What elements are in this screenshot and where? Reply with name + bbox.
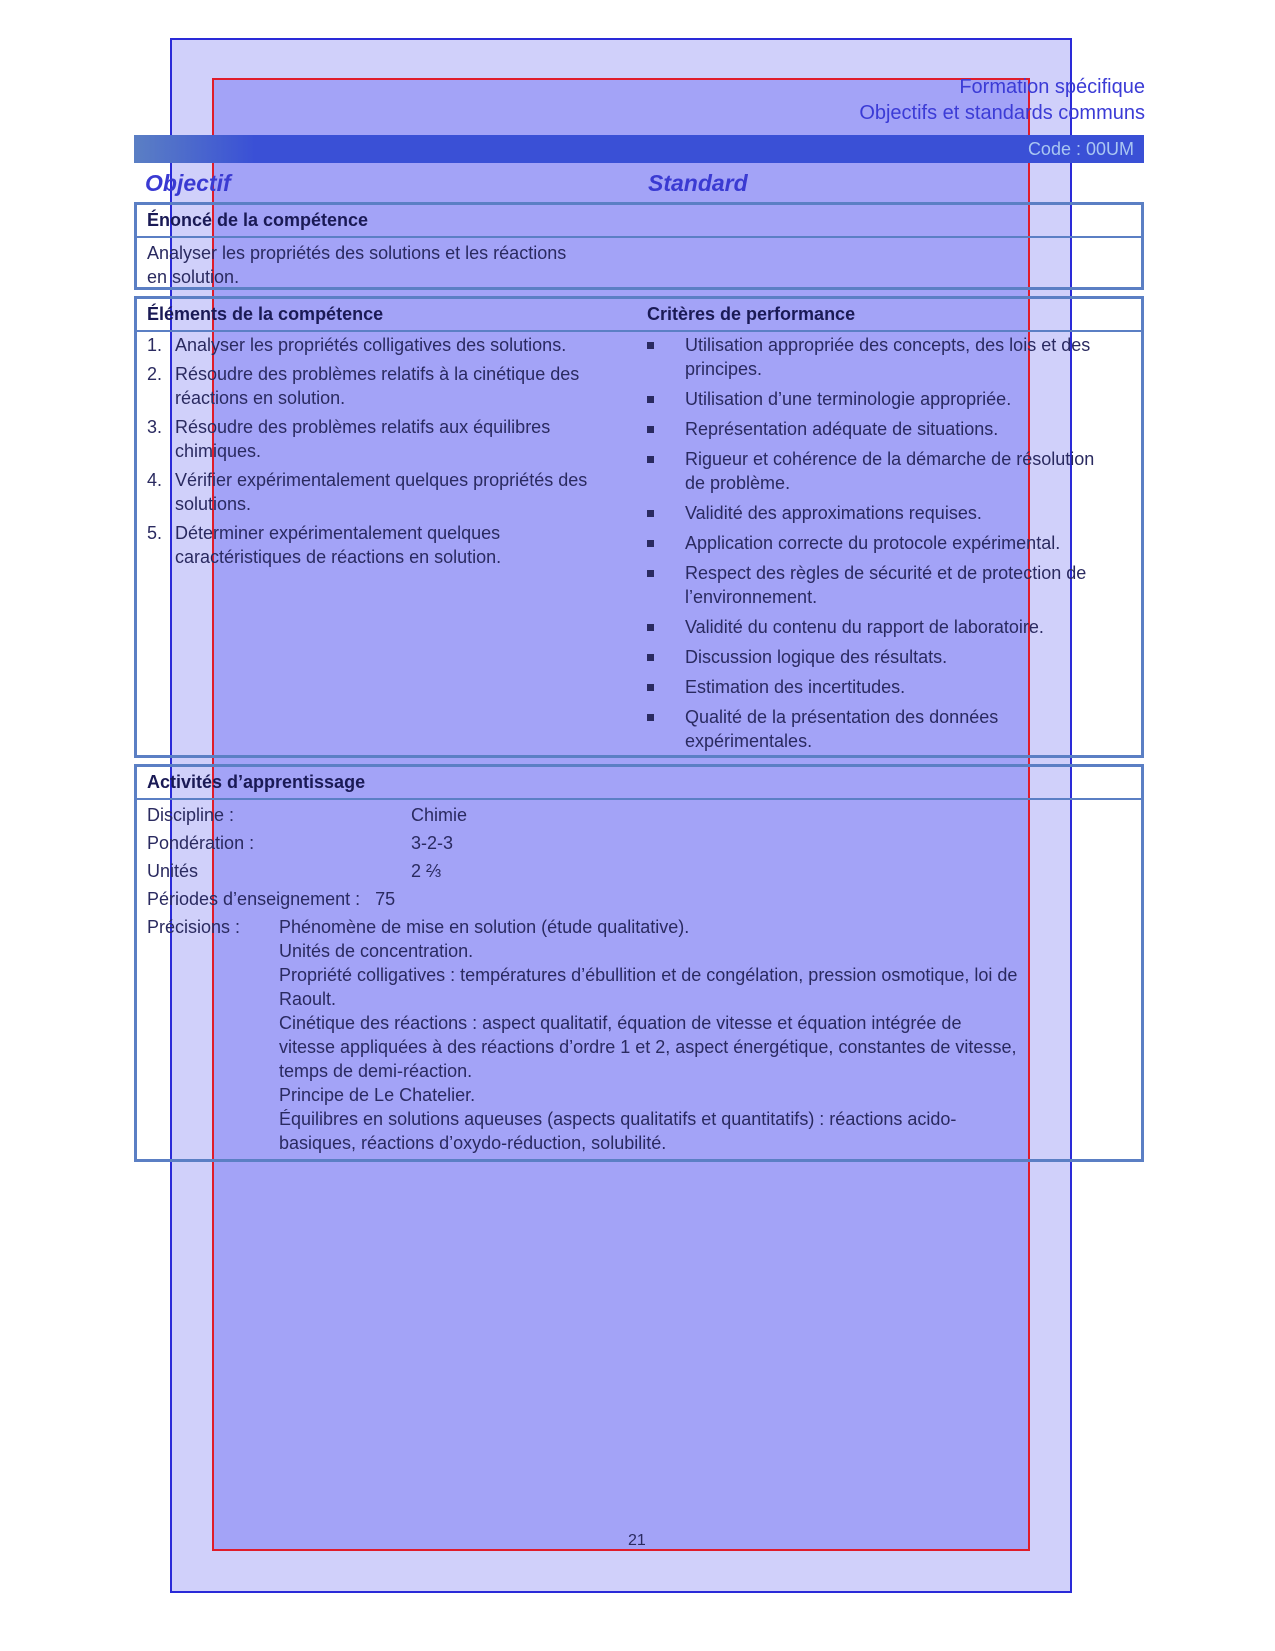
unites-row: [147, 859, 1137, 883]
list-item: Respect des règles de sécurité et de protection de l’environnement.: [647, 561, 1117, 609]
bullet-icon: [647, 570, 654, 577]
bullet-icon: [647, 684, 654, 691]
bullet-icon: [647, 396, 654, 403]
criteres-list: [647, 333, 1117, 759]
list-item: Utilisation appropriée des concepts, des lois et des principes.: [647, 333, 1117, 381]
list-item: Validité des approximations requises.: [647, 501, 1117, 525]
elements-heading: Éléments de la compétence: [147, 304, 384, 324]
standard-title: Standard: [648, 170, 748, 196]
precision-line: Raoult.: [279, 989, 337, 1009]
unites-label: Unités: [147, 861, 199, 881]
list-item: Qualité de la présentation des données expérimentales.: [647, 705, 1117, 753]
criteres-heading: Critères de performance: [647, 304, 856, 324]
objective-title: Objectif: [145, 170, 231, 196]
precision-line: temps de demi-réaction.: [279, 1061, 473, 1081]
bullet-icon: [647, 714, 654, 721]
enonce-box: [134, 202, 1144, 290]
elements-header: [137, 299, 1141, 332]
activites-box: [134, 764, 1144, 1162]
elements-box: [134, 296, 1144, 758]
precision-line: basiques, réactions d’oxydo-réduction, solubilité.: [279, 1133, 667, 1153]
enonce-text: [147, 241, 566, 289]
precision-line: Principe de Le Chatelier.: [279, 1085, 476, 1105]
list-item: Estimation des incertitudes.: [647, 675, 1117, 699]
precision-line: Cinétique des réactions : aspect qualitatif, équation de vitesse et équation intégrée de: [279, 1013, 962, 1033]
enonce-header: [137, 205, 1141, 238]
list-item: Validité du contenu du rapport de laboratoire.: [647, 615, 1117, 639]
activites-heading: Activités d’apprentissage: [147, 772, 366, 792]
precision-line: Phénomène de mise en solution (étude qualitative).: [279, 917, 690, 937]
precision-line: Propriété colligatives : températures d’ébullition et de congélation, pression osmotique, loi de: [279, 965, 1018, 985]
precision-line: vitesse appliquées à des réactions d’ordre 1 et 2, aspect énergétique, constantes de vitesse,: [279, 1037, 1017, 1057]
list-item: 5. Déterminer expérimentalement quelques caractéristiques de réactions en solution.: [147, 523, 502, 567]
bullet-icon: [647, 426, 654, 433]
list-item: Application correcte du protocole expérimental.: [647, 531, 1117, 555]
bullet-icon: [647, 624, 654, 631]
bullet-icon: [647, 654, 654, 661]
bullet-icon: [647, 456, 654, 463]
bullet-icon: [647, 540, 654, 547]
enonce-line-2: en solution.: [147, 267, 240, 287]
precisions-list: [279, 915, 1129, 1155]
bullet-icon: [647, 342, 654, 349]
discipline-label: Discipline :: [147, 805, 235, 825]
list-item: 1. Analyser les propriétés colligatives des solutions.: [147, 335, 567, 355]
enonce-heading: Énoncé de la compétence: [147, 210, 369, 230]
page-number: 21: [628, 1532, 646, 1549]
enonce-line-1: Analyser les propriétés des solutions et les réactions: [147, 243, 567, 263]
periodes-value: 75: [375, 889, 396, 909]
precisions-label: Précisions :: [147, 917, 241, 937]
precision-line: Unités de concentration.: [279, 941, 474, 961]
header-objectifs: Objectifs et standards communs: [859, 102, 1145, 124]
activites-header: [137, 767, 1141, 800]
bullet-icon: [647, 510, 654, 517]
discipline-value: Chimie: [411, 805, 468, 825]
course-code: Code : 00UM: [1027, 139, 1134, 159]
ponderation-label: Pondération :: [147, 833, 255, 853]
list-item: 4. Vérifier expérimentalement quelques propriétés des solutions.: [147, 470, 588, 514]
ponderation-value: 3-2-3: [411, 833, 454, 853]
list-item: Représentation adéquate de situations.: [647, 417, 1117, 441]
list-item: Rigueur et cohérence de la démarche de résolution de problème.: [647, 447, 1117, 495]
list-item: Utilisation d’une terminologie appropriée.: [647, 387, 1117, 411]
list-item: Discussion logique des résultats.: [647, 645, 1117, 669]
ponderation-row: [147, 831, 1137, 855]
unites-value: 2 ⅔: [411, 861, 442, 881]
list-item: 3. Résoudre des problèmes relatifs aux équilibres chimiques.: [147, 417, 551, 461]
header-formation: Formation spécifique: [959, 76, 1145, 98]
list-item: 2. Résoudre des problèmes relatifs à la cinétique des réactions en solution.: [147, 364, 580, 408]
code-bar: [134, 135, 1144, 163]
periodes-label: Périodes d’enseignement :: [147, 889, 361, 909]
precision-line: Équilibres en solutions aqueuses (aspects qualitatifs et quantitatifs) : réactions acido-: [279, 1109, 957, 1129]
elements-list: [147, 333, 627, 574]
periodes-row: [147, 887, 1137, 911]
discipline-row: [147, 803, 1137, 827]
